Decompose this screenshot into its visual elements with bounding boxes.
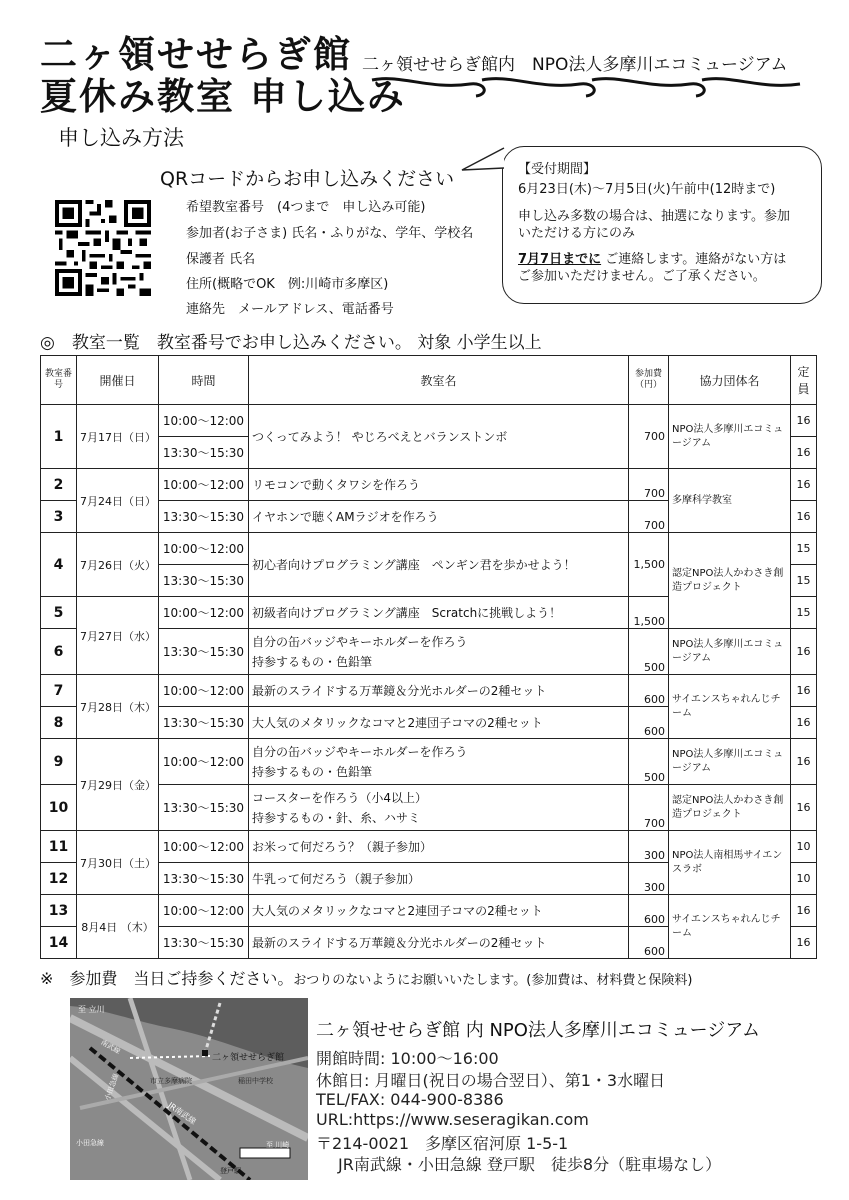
class-date: 7月30日（土） (77, 831, 159, 895)
contact-text-1: ご連絡します。連絡がない方は (605, 252, 787, 267)
class-org: 認定NPO法人かわさき創造プロジェクト (669, 785, 791, 831)
class-time: 10:00～12:00 (159, 739, 249, 785)
class-number: 1 (41, 405, 77, 469)
class-org: NPO法人南相馬サイエンスラボ (669, 831, 791, 895)
map-label: 南武線 (99, 1038, 122, 1056)
header-num: 教室番号 (41, 356, 77, 405)
class-table (40, 355, 817, 959)
class-date: 7月24日（日） (77, 469, 159, 533)
title-line-2: 夏休み教室 申し込み (40, 75, 406, 118)
class-capacity: 16 (791, 405, 817, 437)
class-time: 10:00～12:00 (159, 533, 249, 565)
class-date: 7月28日（木） (77, 675, 159, 739)
footer-org-name: 二ヶ領せせらぎ館 内 NPO法人多摩川エコミュージアム (316, 1020, 760, 1041)
class-time: 13:30～15:30 (159, 501, 249, 533)
class-name: リモコンで動くタワシを作ろう (249, 469, 629, 501)
class-capacity: 16 (791, 501, 817, 533)
class-time: 10:00～12:00 (159, 469, 249, 501)
title-line-1: 二ヶ領せせらぎ館 (40, 33, 352, 76)
apply-item-4: 住所(概略でOK 例:川崎市多摩区) (186, 277, 389, 292)
map-label: 稲田中学校 (238, 1077, 273, 1085)
class-fee: 300 (629, 863, 669, 895)
class-name: 初級者向けプログラミング講座 Scratchに挑戦しよう！ (249, 597, 629, 629)
class-capacity: 10 (791, 863, 817, 895)
class-number: 12 (41, 863, 77, 895)
class-fee: 600 (629, 675, 669, 707)
map-label: 二ヶ領せせらぎ館 (212, 1053, 285, 1063)
contact-deadline: 7月7日までに (518, 252, 602, 267)
class-capacity: 16 (791, 629, 817, 675)
class-name-line-2: 持参するもの・色鉛筆 (252, 764, 373, 779)
class-name: 最新のスライドする万華鏡＆分光ホルダーの2種セット (249, 675, 629, 707)
lottery-note-2: いただける方にのみ (518, 226, 636, 241)
table-row (41, 469, 817, 501)
class-capacity: 16 (791, 739, 817, 785)
map-label: 至 川崎 (266, 1141, 290, 1149)
class-time: 10:00～12:00 (159, 831, 249, 863)
table-row (41, 405, 817, 437)
table-row (41, 739, 817, 785)
class-fee: 700 (629, 469, 669, 501)
class-number: 9 (41, 739, 77, 785)
class-number: 2 (41, 469, 77, 501)
class-time: 10:00～12:00 (159, 895, 249, 927)
wave-decoration (370, 74, 810, 100)
class-name: お米って何だろう？（親子参加） (249, 831, 629, 863)
website-url[interactable]: URL:https://www.seseragikan.com (316, 1110, 589, 1129)
contact-note-2: ご参加いただけません。ご了承ください。 (518, 269, 766, 284)
map-label: 至 立川 (78, 1005, 105, 1014)
class-name: 大人気のメタリックなコマと2連団子コマの2種セット (249, 707, 629, 739)
class-time: 10:00～12:00 (159, 675, 249, 707)
class-time: 13:30～15:30 (159, 863, 249, 895)
class-number: 6 (41, 629, 77, 675)
access-map (70, 998, 308, 1180)
class-capacity: 15 (791, 533, 817, 565)
class-capacity: 15 (791, 565, 817, 597)
class-name-line-2: 持参するもの・色鉛筆 (252, 654, 373, 669)
fee-note-detail: おつりのないようにお願いいたします。(参加費は、材料費と保険料) (293, 973, 693, 988)
class-number: 4 (41, 533, 77, 597)
apply-item-1: 希望教室番号 (4つまで 申し込み可能) (186, 200, 426, 215)
class-org: 多摩科学教室 (669, 469, 791, 533)
header-fee: 参加費（円） (629, 356, 669, 405)
class-date: 7月26日（火） (77, 533, 159, 597)
header-date: 開催日 (77, 356, 159, 405)
class-fee: 600 (629, 707, 669, 739)
class-fee: 1,500 (629, 597, 669, 629)
class-capacity: 16 (791, 785, 817, 831)
class-time: 13:30～15:30 (159, 927, 249, 959)
closed-days: 休館日: 月曜日(祝日の場合翌日）、第1・3水曜日 (316, 1071, 666, 1090)
class-capacity: 10 (791, 831, 817, 863)
bubble-tail (460, 140, 510, 180)
class-name (249, 629, 629, 675)
table-row (41, 895, 817, 927)
class-name-line-1: コースターを作ろう（小4以上） (252, 790, 428, 805)
class-fee: 300 (629, 831, 669, 863)
class-time: 13:30～15:30 (159, 629, 249, 675)
section-heading-apply: 申し込み方法 (58, 126, 184, 150)
class-org: サイエンスちゃれんじチーム (669, 895, 791, 959)
class-time: 13:30～15:30 (159, 565, 249, 597)
class-number: 14 (41, 927, 77, 959)
class-capacity: 16 (791, 675, 817, 707)
map-label: 小田急線 (76, 1139, 104, 1147)
fee-note-main: ※ 参加費 当日ご持参ください。 (40, 969, 294, 988)
class-fee: 1,500 (629, 533, 669, 597)
address: 〒214-0021 多摩区宿河原 1-5-1 (316, 1134, 569, 1153)
class-number: 5 (41, 597, 77, 629)
class-number: 13 (41, 895, 77, 927)
class-number: 10 (41, 785, 77, 831)
class-name: イヤホンで聴くAMラジオを作ろう (249, 501, 629, 533)
tel-fax: TEL/FAX: 044-900-8386 (316, 1090, 504, 1109)
class-time: 13:30～15:30 (159, 437, 249, 469)
map-label: 登戸駅 (220, 1167, 241, 1175)
class-date: 7月27日（水） (77, 597, 159, 675)
class-fee: 700 (629, 501, 669, 533)
class-capacity: 16 (791, 469, 817, 501)
class-fee: 500 (629, 739, 669, 785)
map-label: JR南武線 (166, 1100, 198, 1127)
class-date: 7月17日（日） (77, 405, 159, 469)
class-capacity: 16 (791, 927, 817, 959)
class-capacity: 16 (791, 707, 817, 739)
class-date: 8月4日 （木） (77, 895, 159, 959)
apply-item-2: 参加者(お子さま) 氏名・ふりがな、学年、学校名 (186, 226, 474, 241)
class-number: 3 (41, 501, 77, 533)
class-name-line-1: 自分の缶バッジやキーホルダーを作ろう (252, 634, 468, 649)
class-fee: 700 (629, 785, 669, 831)
class-org: サイエンスちゃれんじチーム (669, 675, 791, 739)
class-name: 牛乳って何だろう（親子参加） (249, 863, 629, 895)
class-list-heading: ◎ 教室一覧 教室番号でお申し込みください。 対象 小学生以上 (40, 333, 542, 353)
header-time: 時間 (159, 356, 249, 405)
class-date: 7月29日（金） (77, 739, 159, 831)
class-org: NPO法人多摩川エコミュージアム (669, 629, 791, 675)
class-capacity: 16 (791, 437, 817, 469)
class-name: つくってみよう！ やじろべえとバランストンボ (249, 405, 629, 469)
class-name-line-1: 自分の缶バッジやキーホルダーを作ろう (252, 744, 468, 759)
class-time: 13:30～15:30 (159, 707, 249, 739)
qr-heading: QRコードからお申し込みください (160, 168, 455, 190)
reception-label: 【受付期間】 (518, 162, 597, 177)
class-name: 最新のスライドする万華鏡＆分光ホルダーの2種セット (249, 927, 629, 959)
table-row (41, 831, 817, 863)
class-org: NPO法人多摩川エコミュージアム (669, 405, 791, 469)
class-capacity: 16 (791, 895, 817, 927)
table-row (41, 533, 817, 565)
class-name-line-2: 持参するもの・針、糸、ハサミ (252, 810, 421, 825)
class-fee: 600 (629, 927, 669, 959)
class-name: 初心者向けプログラミング講座 ペンギン君を歩かせよう！ (249, 533, 629, 597)
organizer-label: 二ヶ領せせらぎ館内 NPO法人多摩川エコミュージアム (362, 55, 788, 75)
access-directions: JR南武線・小田急線 登戸駅 徒歩8分（駐車場なし） (338, 1155, 722, 1174)
class-name (249, 739, 629, 785)
class-time: 13:30～15:30 (159, 785, 249, 831)
class-name (249, 785, 629, 831)
class-name: 大人気のメタリックなコマと2連団子コマの2種セット (249, 895, 629, 927)
class-fee: 700 (629, 405, 669, 469)
header-org: 協力団体名 (669, 356, 791, 405)
header-cap: 定員 (791, 356, 817, 405)
class-fee: 600 (629, 895, 669, 927)
class-fee: 500 (629, 629, 669, 675)
map-label: 小田急線 (103, 1072, 121, 1102)
qr-code-icon[interactable] (55, 200, 151, 296)
reception-period: 6月23日(木)～7月5日(火)午前中(12時まで) (518, 182, 776, 197)
class-number: 7 (41, 675, 77, 707)
table-row (41, 675, 817, 707)
class-number: 11 (41, 831, 77, 863)
class-org: 認定NPO法人かわさき創造プロジェクト (669, 533, 791, 629)
lottery-note-1: 申し込み多数の場合は、抽選になります。参加 (518, 209, 790, 224)
apply-item-5: 連絡先 メールアドレス、電話番号 (186, 302, 394, 317)
class-time: 10:00～12:00 (159, 405, 249, 437)
table-header-row (41, 356, 817, 405)
fee-note (40, 966, 692, 989)
opening-hours: 開館時間: 10:00～16:00 (316, 1049, 499, 1068)
class-time: 10:00～12:00 (159, 597, 249, 629)
class-org: NPO法人多摩川エコミュージアム (669, 739, 791, 785)
class-number: 8 (41, 707, 77, 739)
class-capacity: 15 (791, 597, 817, 629)
apply-item-3: 保護者 氏名 (186, 252, 256, 267)
header-name: 教室名 (249, 356, 629, 405)
map-label: 市立多摩病院 (150, 1077, 192, 1085)
